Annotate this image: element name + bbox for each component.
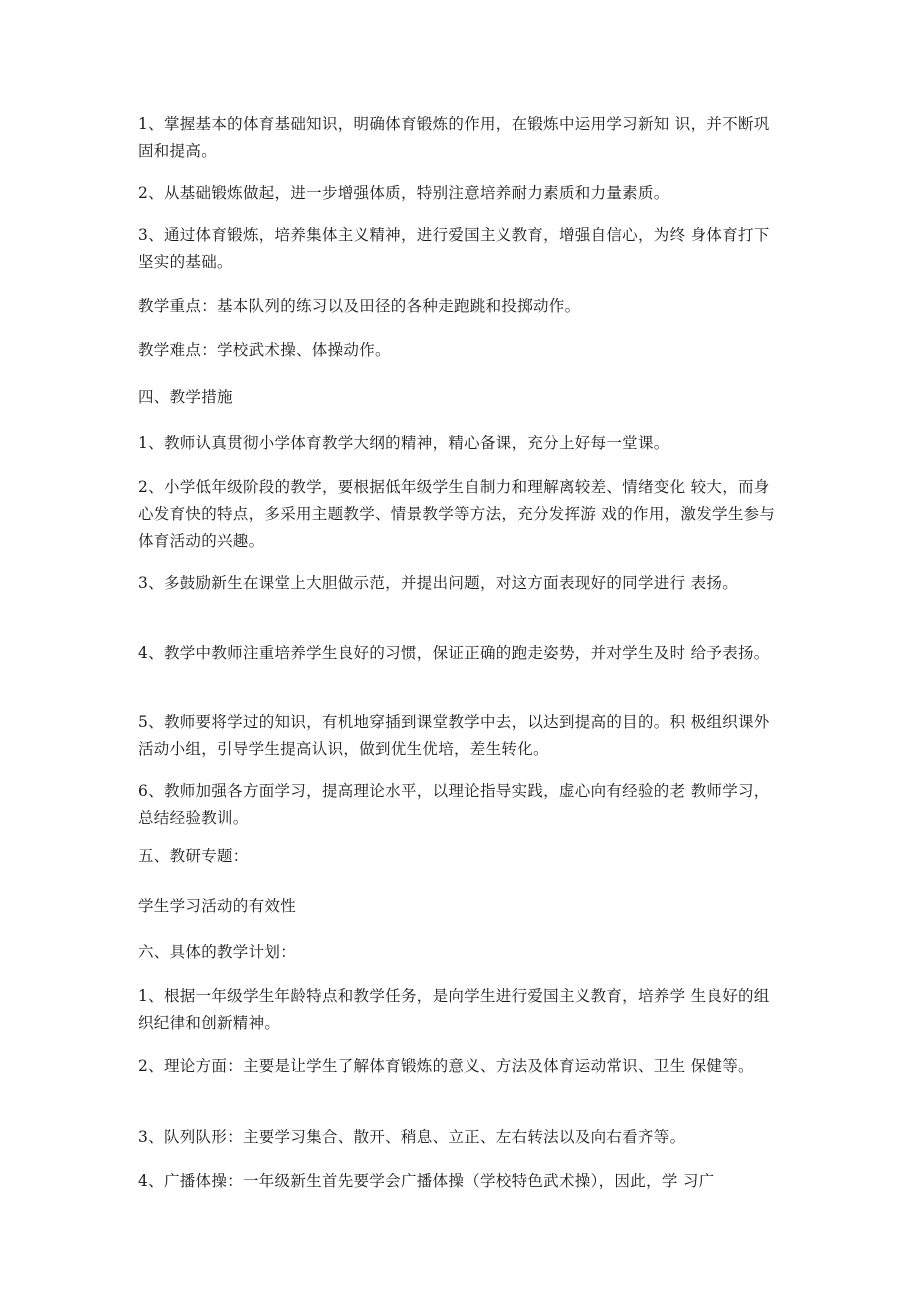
goal-3-paragraph: 3、通过体育锻炼，培养集体主义精神，进行爱国主义教育，增强自信心，为终 身体育打下坚实的基础。 <box>138 226 770 271</box>
measure-5-paragraph: 5、教师要将学过的知识，有机地穿插到课堂教学中去，以达到提高的目的。积 极组织课外活动小组，引导学生提高认识，做到优生优培，差生转化。 <box>138 713 770 758</box>
measure-1-paragraph: 1、教师认真贯彻小学体育教学大纲的精神，精心备课，充分上好每一堂课。 <box>138 434 670 452</box>
teaching-difficulty-paragraph: 教学难点：学校武术操、体操动作。 <box>138 341 391 359</box>
plan-1-paragraph: 1、根据一年级学生年龄特点和教学任务，是向学生进行爱国主义教育，培养学 生良好的组织纪律和创新精神。 <box>138 987 770 1032</box>
plan-2-paragraph: 2、理论方面：主要是让学生了解体育锻炼的意义、方法及体育运动常识、卫生 保健等。 <box>138 1057 754 1075</box>
research-topic-paragraph: 学生学习活动的有效性 <box>138 897 297 915</box>
section-5-heading: 五、教研专题： <box>138 847 249 865</box>
goal-1-paragraph: 1、掌握基本的体育基础知识，明确体育锻炼的作用，在锻炼中运用学习新知 识，并不断巩固和提高。 <box>138 115 770 160</box>
goal-2-paragraph: 2、从基础锻炼做起，进一步增强体质，特别注意培养耐力素质和力量素质。 <box>138 184 670 202</box>
section-6-heading: 六、具体的教学计划： <box>138 943 297 961</box>
measure-4-paragraph: 4、教学中教师注重培养学生良好的习惯，保证正确的跑走姿势，并对学生及时 给予表扬。 <box>138 644 770 662</box>
plan-3-paragraph: 3、队列队形：主要学习集合、散开、稍息、立正、左右转法以及向右看齐等。 <box>138 1128 686 1146</box>
section-4-heading: 四、教学措施 <box>138 388 233 406</box>
measure-2-paragraph: 2、小学低年级阶段的教学，要根据低年级学生自制力和理解离较差、情绪变化 较大，而身心发育快的特点，多采用主题教学、情景教学等方法，充分发挥游 戏的作用，激发学生参与体育活动的兴趣。 <box>138 478 776 550</box>
teaching-focus-paragraph: 教学重点：基本队列的练习以及田径的各种走跑跳和投掷动作。 <box>138 297 581 315</box>
measure-3-paragraph: 3、多鼓励新生在课堂上大胆做示范，并提出问题，对这方面表现好的同学进行 表扬。 <box>138 574 738 592</box>
measure-6-paragraph: 6、教师加强各方面学习，提高理论水平，以理论指导实践，虚心向有经验的老 教师学习，总结经验教训。 <box>138 782 770 827</box>
plan-4-paragraph: 4、广播体操：一年级新生首先要学会广播体操（学校特色武术操），因此，学 习广 <box>138 1172 715 1190</box>
